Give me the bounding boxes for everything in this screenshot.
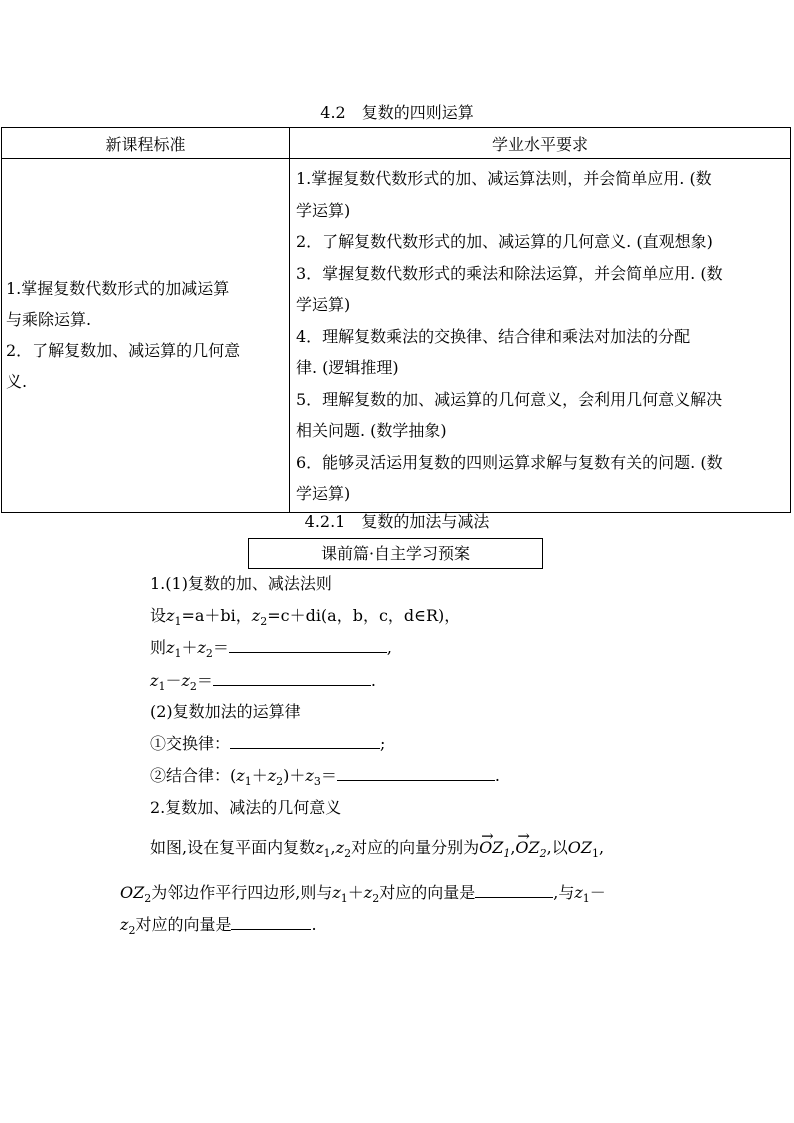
header-proficiency-requirements: 学业水平要求	[290, 128, 791, 159]
answer-blank[interactable]	[337, 764, 495, 781]
rule-heading: 1.(1)复数的加、减法法则	[150, 574, 332, 593]
requirement-line: 5．理解复数的加、减运算的几何意义，会利用几何意义解决	[296, 389, 723, 409]
geometric-text-line: $z_2$对应的向量是 .	[120, 915, 317, 938]
answer-blank[interactable]	[229, 636, 387, 653]
curriculum-standard-cell	[2, 159, 290, 513]
requirement-line: 学运算)	[296, 200, 351, 220]
header-curriculum-standard: 新课程标准	[2, 128, 290, 159]
requirement-line: 4．理解复数乘法的交换律、结合律和乘法对加法的分配	[296, 326, 691, 346]
answer-blank[interactable]	[231, 913, 311, 930]
standard-line: 2．了解复数加、减运算的几何意	[6, 341, 241, 361]
requirement-line: 3．掌握复数代数形式的乘法和除法运算，并会简单应用. (数	[296, 263, 723, 283]
difference-line: $z_1-z_2=$ .	[150, 671, 376, 694]
answer-blank[interactable]	[213, 669, 371, 686]
answer-blank[interactable]	[475, 881, 553, 898]
geometric-text-line: $OZ_2$为邻边作平行四边形,则与$z_1+z_2$对应的向量是 ,与$z_1-$	[120, 883, 606, 906]
requirement-line: 律. (逻辑推理)	[296, 358, 399, 377]
requirement-line: 6．能够灵活运用复数的四则运算求解与复数有关的问题. (数	[296, 452, 723, 472]
laws-heading: (2)复数加法的运算律	[150, 702, 301, 721]
geometric-heading: 2.复数加、减法的几何意义	[150, 798, 342, 817]
standard-line: 义.	[6, 372, 28, 392]
requirement-line: 1.掌握复数代数形式的加、减运算法则，并会简单应用. (数	[296, 169, 712, 188]
standards-table	[1, 127, 791, 513]
geometric-text-line: 如图,设在复平面内复数$z_1,z_2$对应的向量分别为→ $OZ_1,\to OZ_2$,以$OZ_1$,	[150, 832, 604, 870]
section-box-heading: 课前篇·自主学习预案	[248, 538, 543, 569]
requirement-line: 2．了解复数代数形式的加、减运算的几何意义. (直观想象)	[296, 232, 713, 251]
sum-line: 则$z_1+z_2=$ ,	[150, 638, 393, 661]
standard-line: 与乘除运算.	[6, 310, 92, 330]
section-subtitle: 4.2.1 复数的加法与减法	[304, 512, 490, 531]
commutative-line: ①交换律： ;	[150, 734, 386, 753]
associative-line: ②结合律：$(z_1+z_2)+z_3=$ .	[150, 766, 500, 789]
requirements-cell	[290, 159, 791, 513]
standard-line: 1.掌握复数代数形式的加减运算	[6, 279, 230, 299]
requirement-line: 学运算)	[296, 295, 351, 314]
definition-line: 设$z_1=a+bi$，$z_2=c+di(a$，b，c，d∈R)，	[150, 606, 461, 629]
requirement-line: 学运算)	[296, 484, 351, 503]
requirement-line: 相关问题. (数学抽象)	[296, 421, 447, 440]
page-title: 4.2 复数的四则运算	[320, 103, 474, 122]
answer-blank[interactable]	[230, 732, 380, 749]
